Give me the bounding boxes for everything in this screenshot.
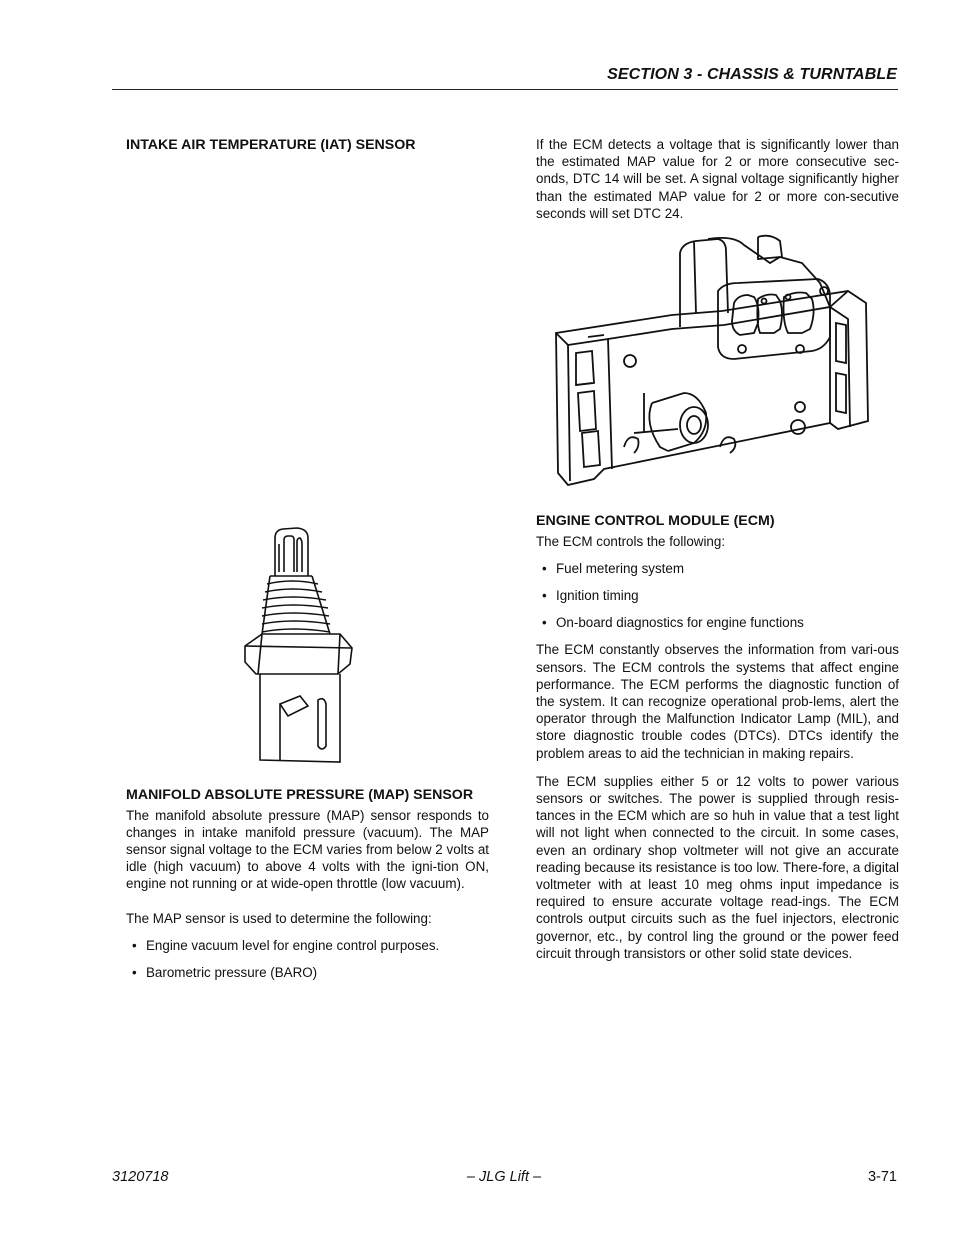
ecm-section: [536, 513, 899, 962]
iat-heading: INTAKE AIR TEMPERATURE (IAT) SENSOR: [126, 137, 416, 153]
footer-page-number: 3-71: [867, 1169, 897, 1185]
ecm-paragraph-1: The ECM constantly observes the information from vari-ous sensors. The ECM controls the systems that affect engine performance. The ECM performs the diagnostic function of the system. It can recognize operational prob-lems, alert the operator through the Malfunction Indicator Lamp (MIL), and store diagnostic trouble codes (DTCs). DTCs identify the problem areas to aid the technician in making repairs.: [536, 642, 899, 761]
map-sensor-illustration: [548, 233, 872, 489]
iat-section: [126, 137, 489, 155]
map-heading: MANIFOLD ABSOLUTE PRESSURE (MAP) SENSOR: [126, 787, 474, 803]
map-bullet-item: • Barometric pressure (BARO): [126, 964, 489, 981]
ecm-bullet-item: • On-board diagnostics for engine functions: [536, 614, 899, 631]
map-paragraph-2: The MAP sensor is used to determine the following:: [126, 910, 432, 926]
section-title: SECTION 3 - CHASSIS & TURNTABLE: [607, 66, 897, 83]
ecm-intro: The ECM controls the following:: [536, 533, 726, 549]
footer-company: – JLG Lift –: [466, 1169, 542, 1185]
map-paragraph-1: The manifold absolute pressure (MAP) sensor responds to changes in intake manifold pressure (vacuum). The MAP sensor signal voltage to the ECM varies from below 2 volts at idle (high vacuum) to above 4 volts with the igni-tion ON, engine not running or at wide-open throttle (low vacuum).: [126, 807, 489, 892]
map-section: [126, 787, 489, 981]
map-bullet-list: [126, 937, 489, 981]
footer-doc-number: 3120718: [112, 1169, 169, 1185]
dtc-paragraph: If the ECM detects a voltage that is significantly lower than the estimated MAP value for 2 or more consecutive sec-onds, DTC 14 will be set. A signal voltage significantly higher than the estimated MAP value for 2 or more con-secutive seconds will set DTC 24.: [536, 137, 899, 221]
ecm-bullet-item: • Ignition timing: [536, 587, 899, 604]
ecm-bullet-list: [536, 560, 899, 632]
map-bullet-item: • Engine vacuum level for engine control purposes.: [126, 937, 489, 954]
header-divider: [112, 89, 898, 90]
ecm-bullet-item: • Fuel metering system: [536, 560, 899, 577]
dtc-section: [536, 136, 899, 222]
iat-sensor-illustration: [240, 524, 362, 768]
ecm-heading: ENGINE CONTROL MODULE (ECM): [536, 513, 775, 529]
ecm-paragraph-2: The ECM supplies either 5 or 12 volts to power various sensors or switches. The power is supplied through resis-tances in the ECM which are so huh in value that a test light will not light when connected to the circuit. In some cases, even an ordinary shop voltmeter will not give an accurate reading because its resistance is too low. There-fore, a digital voltmeter with at least 10 meg ohms input impedance is required to ensure accurate voltage read-ings. The ECM controls output circuits such as the fuel injectors, electronic governor, etc., by control ling the ground or the power feed circuit through transistors or other solid state devices.: [536, 773, 899, 961]
